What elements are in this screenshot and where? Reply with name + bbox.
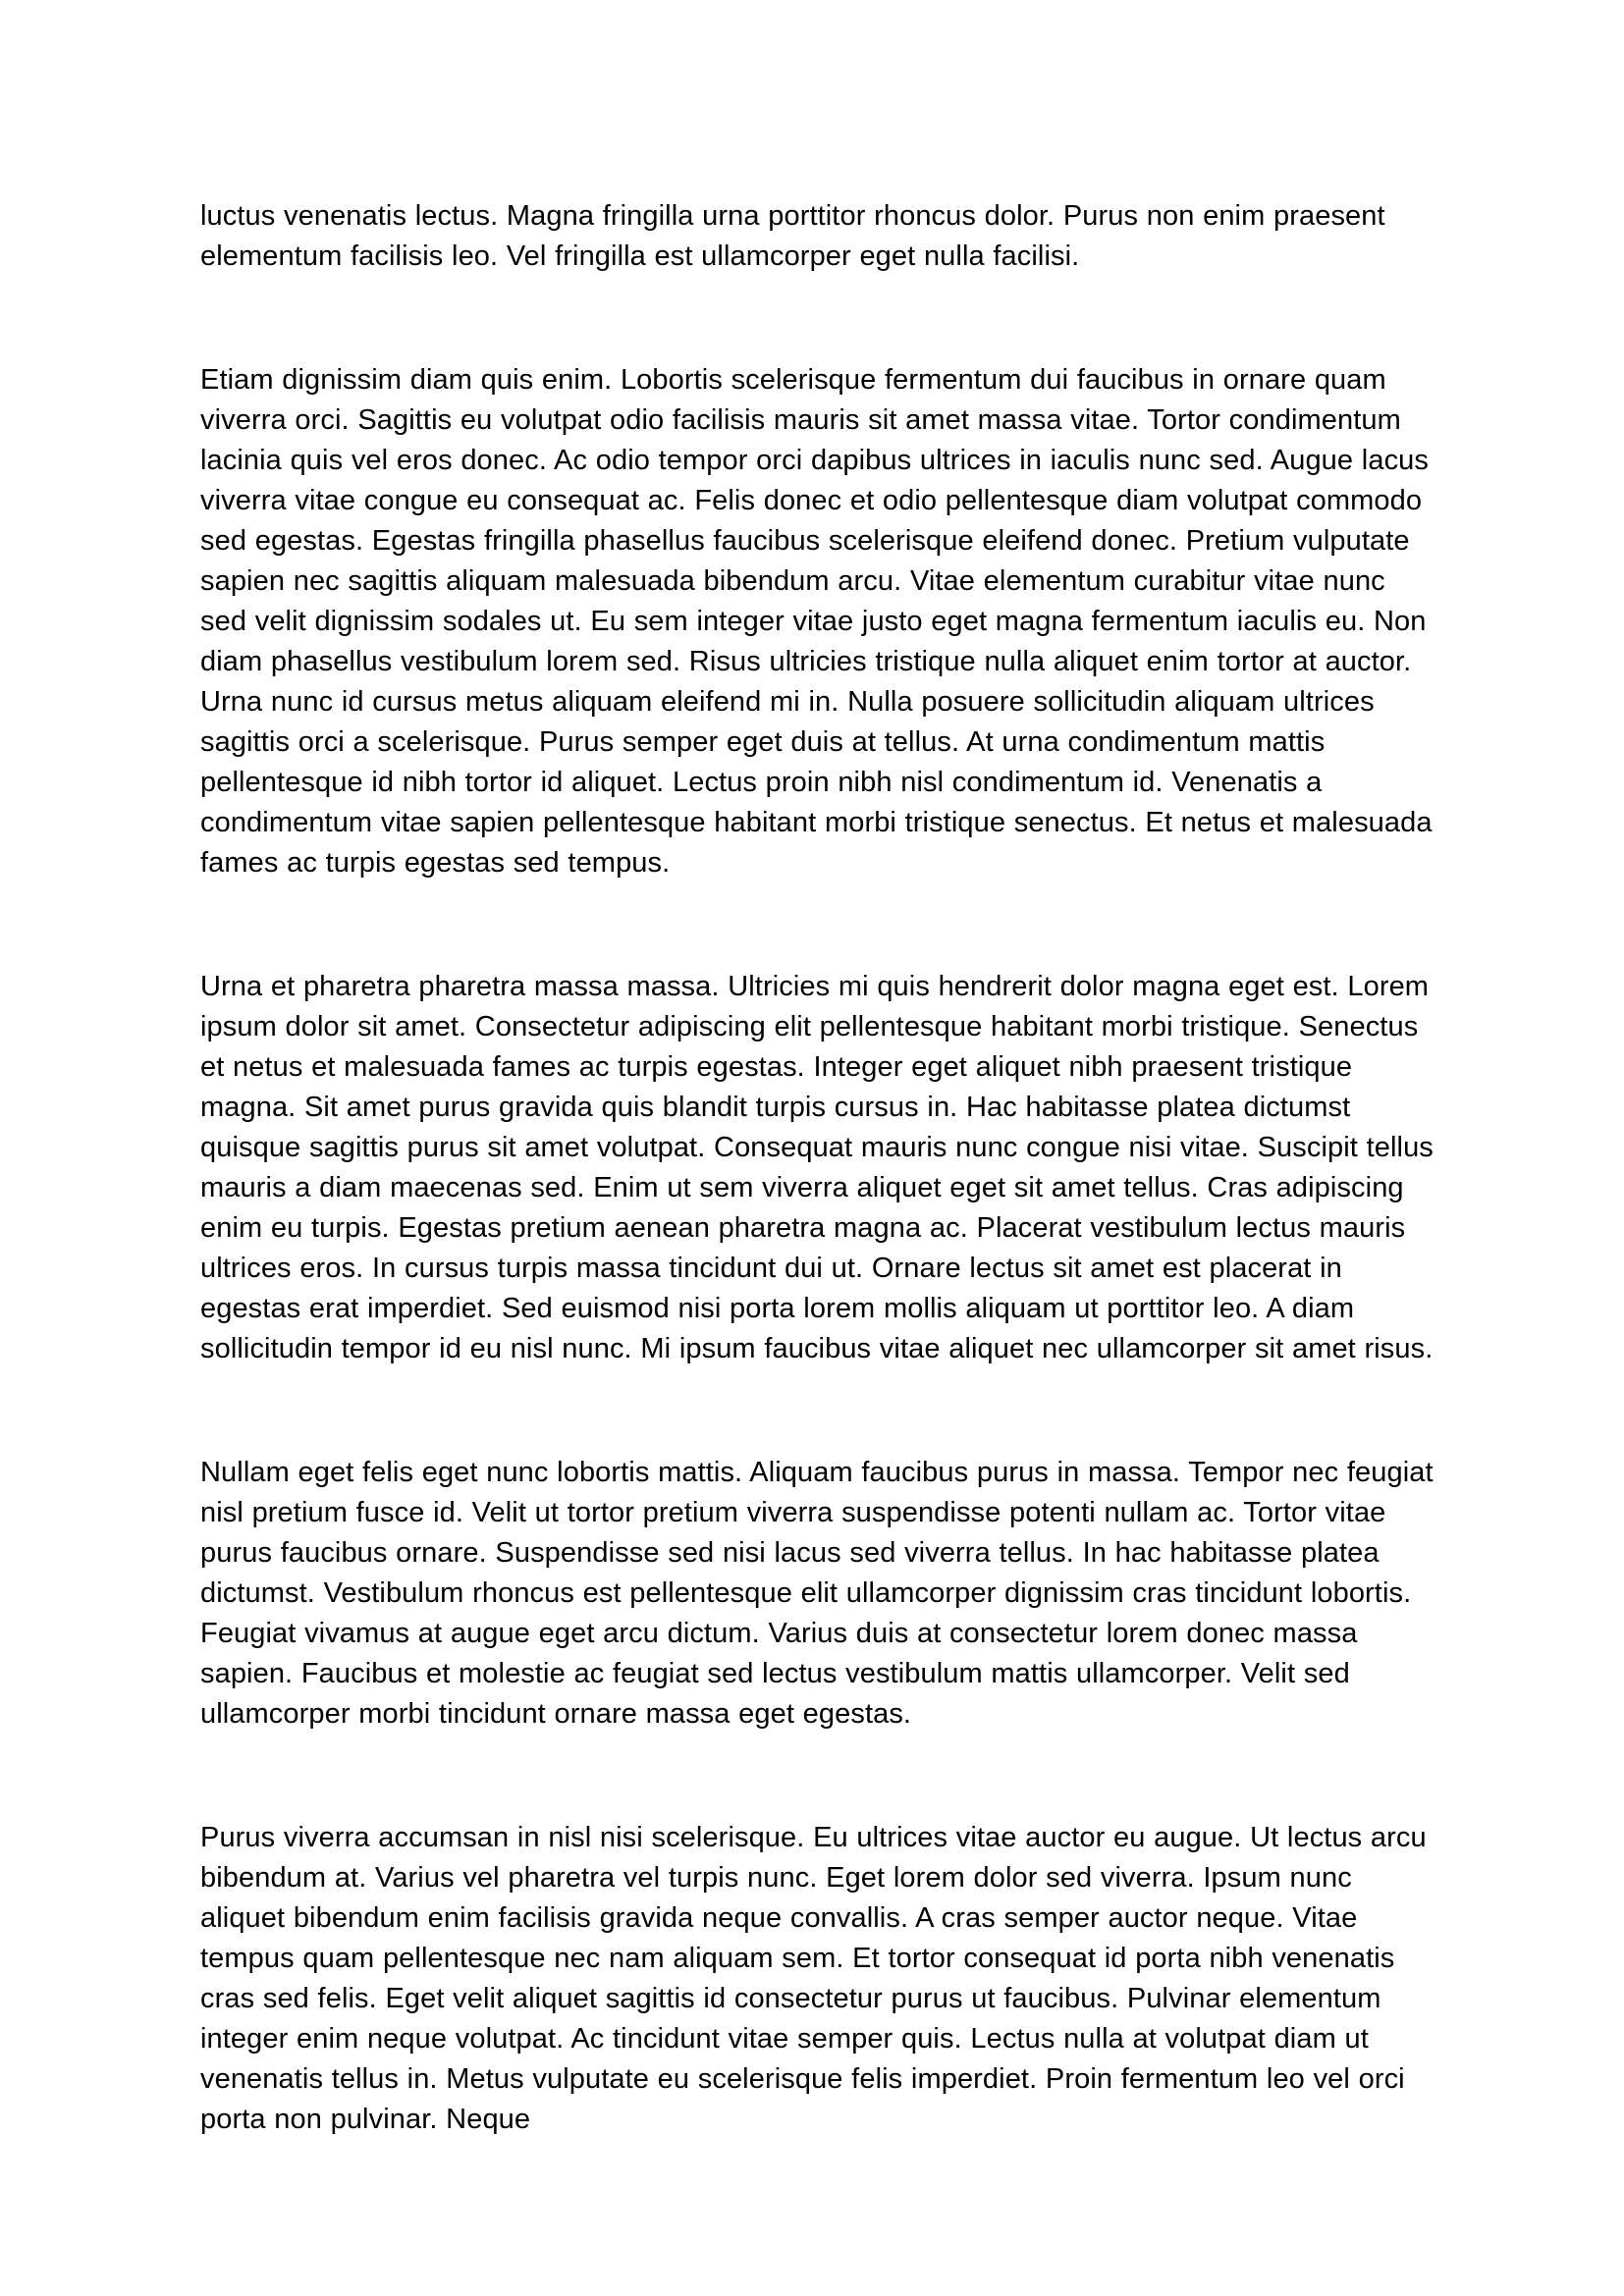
paragraph: Etiam dignissim diam quis enim. Lobortis scelerisque fermentum dui faucibus in ornare quam viverra orci. Sagittis eu volutpat odio facilisis mauris sit amet massa vitae. Tortor condimentum lacinia quis vel eros donec. Ac odio tempor orci dapibus ultrices in iaculis nunc sed. Augue lacus viverra vitae congue eu consequat ac. Felis donec et odio pellentesque diam volutpat commodo sed egestas. Egestas fringilla phasellus faucibus scelerisque eleifend donec. Pretium vulputate sapien nec sagittis aliquam malesuada bibendum arcu. Vitae elementum curabitur vitae nunc sed velit dignissim sodales ut. Eu sem integer vitae justo eget magna fermentum iaculis eu. Non diam phasellus vestibulum lorem sed. Risus ultricies tristique nulla aliquet enim tortor at auctor. Urna nunc id cursus metus aliquam eleifend mi in. Nulla posuere sollicitudin aliquam ultrices sagittis orci a scelerisque. Purus semper eget duis at tellus. At urna condimentum mattis pellentesque id nibh tortor id aliquet. Lectus proin nibh nisl condimentum id. Venenatis a condimentum vitae sapien pellentesque habitant morbi tristique senectus. Et netus et malesuada fames ac turpis egestas sed tempus. <box>200 364 1433 879</box>
paragraph: Urna et pharetra pharetra massa massa. Ultricies mi quis hendrerit dolor magna eget est. Lorem ipsum dolor sit amet. Consectetur adipiscing elit pellentesque habitant morbi tristique. Senectus et netus et malesuada fames ac turpis egestas. Integer eget aliquet nibh praesent tristique magna. Sit amet purus gravida quis blandit turpis cursus in. Hac habitasse platea dictumst quisque sagittis purus sit amet volutpat. Consequat mauris nunc congue nisi vitae. Suscipit tellus mauris a diam maecenas sed. Enim ut sem viverra aliquet eget sit amet tellus. Cras adipiscing enim eu turpis. Egestas pretium aenean pharetra magna ac. Placerat vestibulum lectus mauris ultrices eros. In cursus turpis massa tincidunt dui ut. Ornare lectus sit amet est placerat in egestas erat imperdiet. Sed euismod nisi porta lorem mollis aliquam ut porttitor leo. A diam sollicitudin tempor id eu nisl nunc. Mi ipsum faucibus vitae aliquet nec ullamcorper sit amet risus. <box>200 971 1434 1364</box>
document-body <box>200 196 1434 2140</box>
paragraph: Purus viverra accumsan in nisl nisi scelerisque. Eu ultrices vitae auctor eu augue. Ut lectus arcu bibendum at. Varius vel pharetra vel turpis nunc. Eget lorem dolor sed viverra. Ipsum nunc aliquet bibendum enim facilisis gravida neque convallis. A cras semper auctor neque. Vitae tempus quam pellentesque nec nam aliquam sem. Et tortor consequat id porta nibh venenatis cras sed felis. Eget velit aliquet sagittis id consectetur purus ut faucibus. Pulvinar elementum integer enim neque volutpat. Ac tincidunt vitae semper quis. Lectus nulla at volutpat diam ut venenatis tellus in. Metus vulputate eu scelerisque felis imperdiet. Proin fermentum leo vel orci porta non pulvinar. Neque <box>200 1822 1427 2135</box>
paragraph: luctus venenatis lectus. Magna fringilla urna porttitor rhoncus dolor. Purus non enim praesent elementum facilisis leo. Vel fringilla est ullamcorper eget nulla facilisi. <box>200 200 1385 272</box>
paragraph: Nullam eget felis eget nunc lobortis mattis. Aliquam faucibus purus in massa. Tempor nec feugiat nisl pretium fusce id. Velit ut tortor pretium viverra suspendisse potenti nullam ac. Tortor vitae purus faucibus ornare. Suspendisse sed nisi lacus sed viverra tellus. In hac habitasse platea dictumst. Vestibulum rhoncus est pellentesque elit ullamcorper dignissim cras tincidunt lobortis. Feugiat vivamus at augue eget arcu dictum. Varius duis at consectetur lorem donec massa sapien. Faucibus et molestie ac feugiat sed lectus vestibulum mattis ullamcorper. Velit sed ullamcorper morbi tincidunt ornare massa eget egestas. <box>200 1457 1434 1730</box>
